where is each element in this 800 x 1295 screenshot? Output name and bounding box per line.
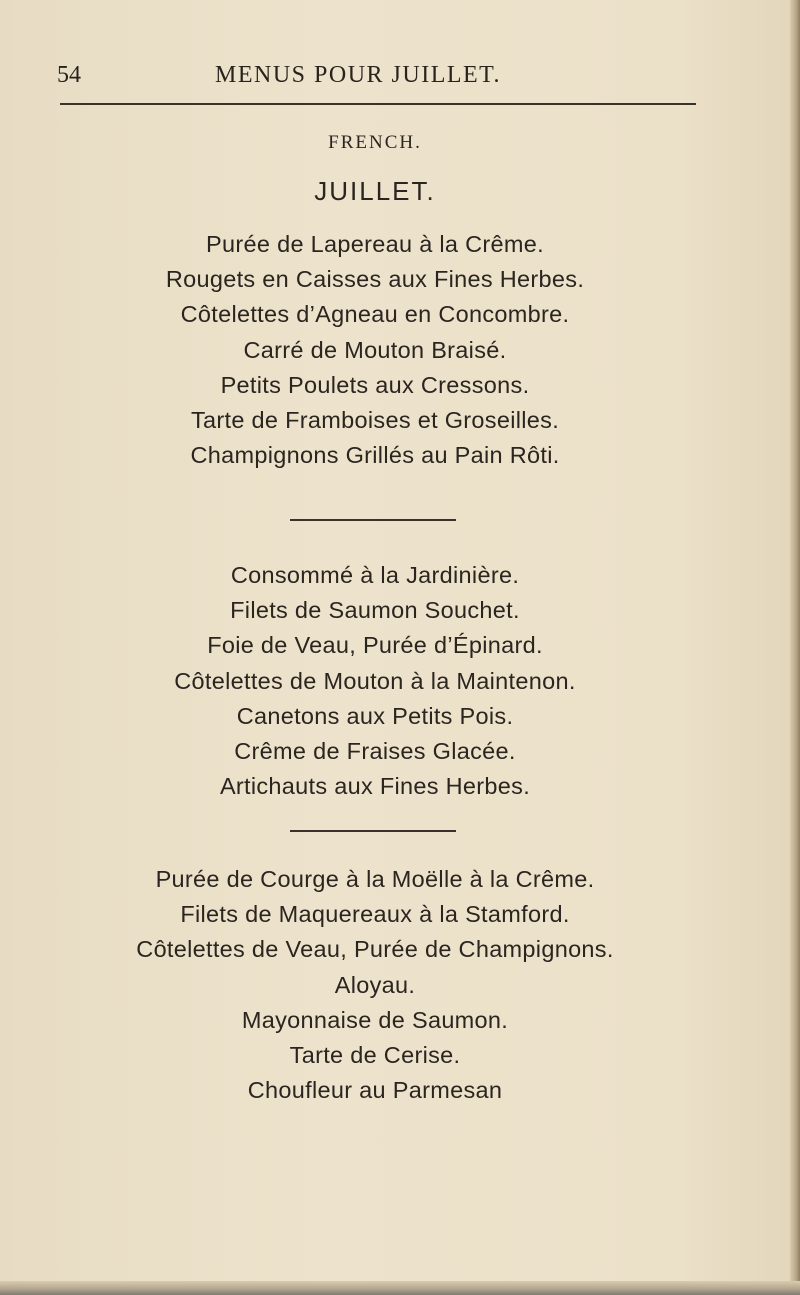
menu-item: Canetons aux Petits Pois. xyxy=(236,702,514,729)
menu-item: Aloyau. xyxy=(334,971,416,998)
menu-item: Foie de Veau, Purée d’Épinard. xyxy=(207,632,543,659)
menu-item: Côtelettes d’Agneau en Concombre. xyxy=(180,301,570,328)
section-label: FRENCH. xyxy=(328,132,422,153)
menu-item: Champignons Grillés au Pain Rôti. xyxy=(190,442,560,469)
page-number: 54 xyxy=(57,62,81,88)
menu-item: Consommé à la Jardinière. xyxy=(230,562,520,588)
menu-item: Tarte de Cerise. xyxy=(289,1042,461,1069)
menu-item: Carré de Mouton Braisé. xyxy=(243,336,507,363)
menu-item: Crême de Fraises Glacée. xyxy=(234,738,516,765)
header-rule xyxy=(60,103,696,105)
page-edge-right xyxy=(790,0,800,1295)
menu-item: Tarte de Framboises et Groseilles. xyxy=(190,407,560,434)
menu-item: Côtelettes de Veau, Purée de Champignons. xyxy=(136,936,614,963)
menu-item: Mayonnaise de Saumon. xyxy=(241,1006,509,1033)
menu-divider xyxy=(290,519,456,521)
menu-item: Filets de Maquereaux à la Stamford. xyxy=(180,901,570,928)
month-title: JUILLET. xyxy=(314,176,436,206)
menu-item: Artichauts aux Fines Herbes. xyxy=(219,773,531,800)
menu-item: Choufleur au Parmesan xyxy=(247,1077,503,1104)
menu-item: Petits Poulets aux Cressons. xyxy=(220,371,530,398)
menu-3 xyxy=(60,862,690,1108)
menu-item: Purée de Courge à la Moëlle à la Crême. xyxy=(155,866,595,892)
page-edge-bottom xyxy=(0,1281,800,1295)
menu-item: Rougets en Caisses aux Fines Herbes. xyxy=(165,266,585,293)
menu-divider xyxy=(290,830,456,832)
menu-1 xyxy=(60,227,690,473)
menu-2 xyxy=(60,558,690,804)
running-head: MENUS POUR JUILLET. xyxy=(215,62,502,88)
menu-item: Filets de Saumon Souchet. xyxy=(230,597,520,624)
menu-item: Côtelettes de Mouton à la Maintenon. xyxy=(174,667,576,694)
menu-item: Purée de Lapereau à la Crême. xyxy=(206,231,544,257)
